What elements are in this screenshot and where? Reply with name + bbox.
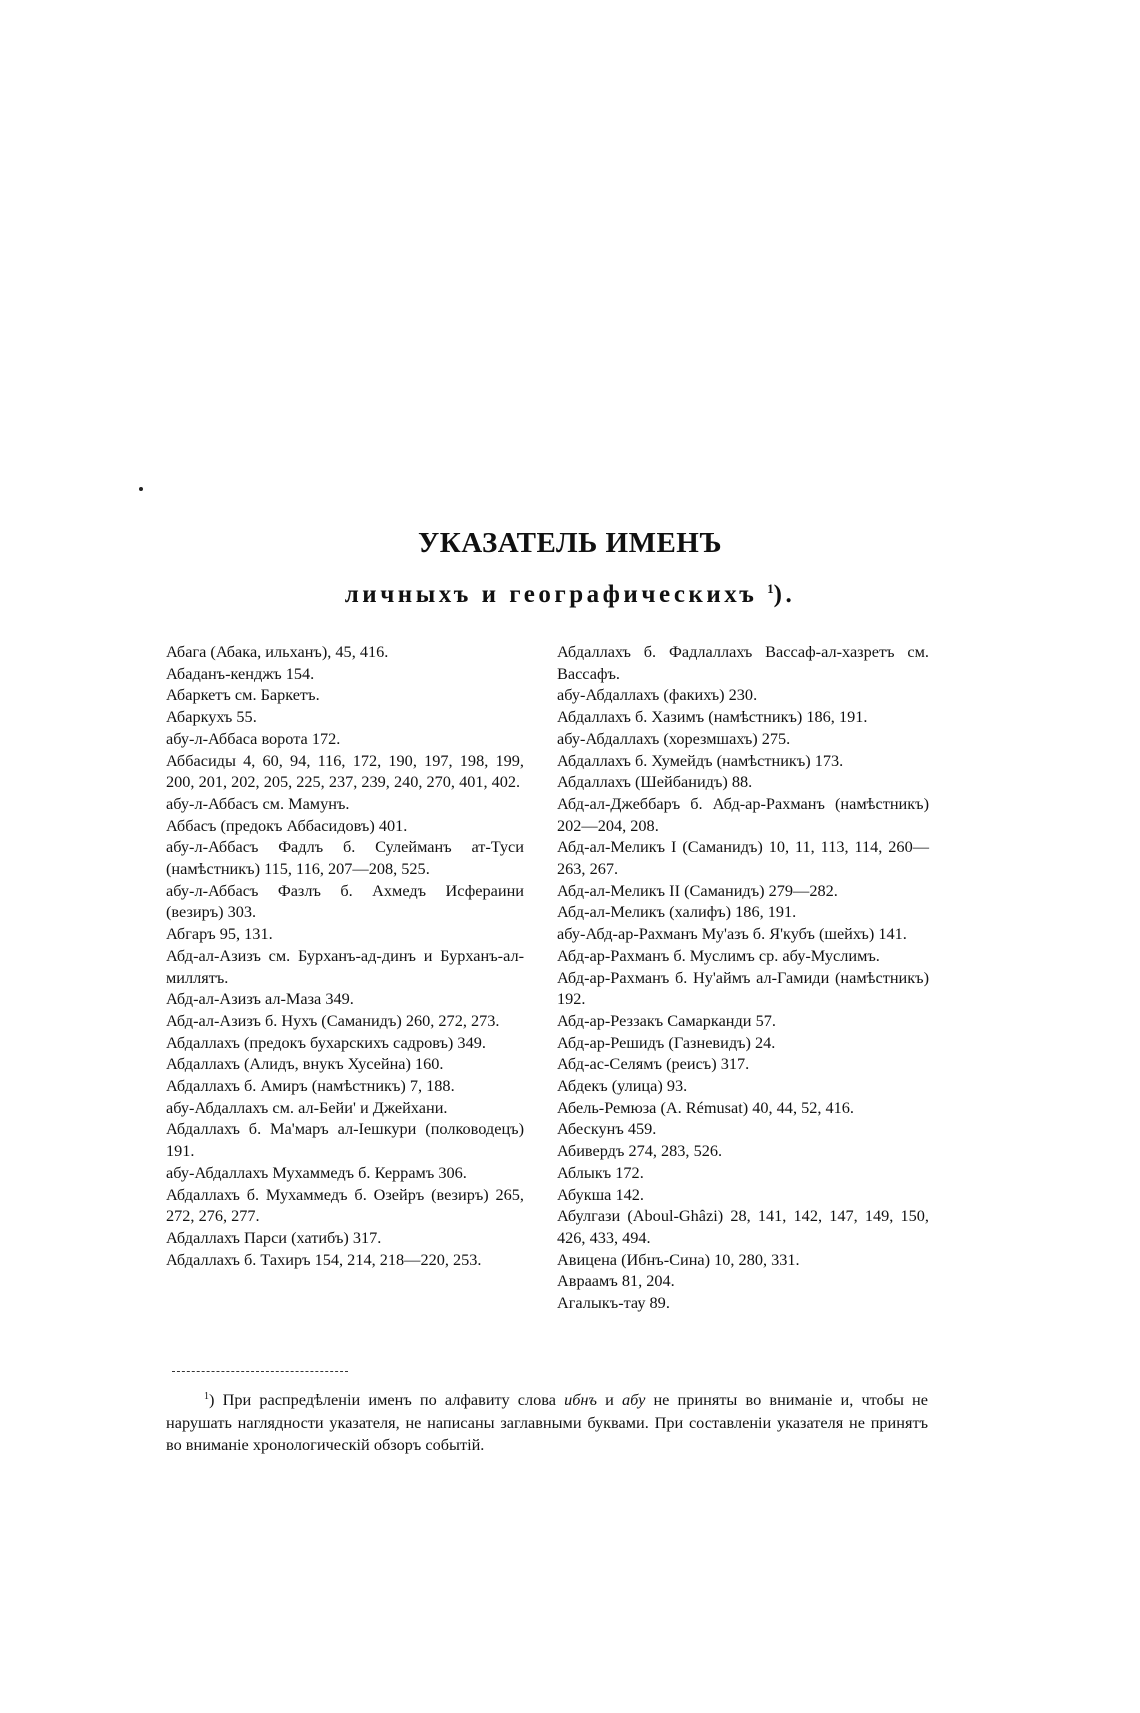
footnote-separator	[172, 1371, 348, 1372]
footnote-mark: 1	[204, 1391, 209, 1402]
index-entry: Абдаллахъ Парси (хатибъ) 317.	[166, 1227, 382, 1247]
index-entry: Абгаръ 95, 131.	[166, 924, 273, 944]
stray-ink-dot	[139, 487, 143, 491]
index-entry: Абаркетъ см. Баркетъ.	[166, 685, 320, 705]
index-entry: абу-Абдаллахъ (хорезмшахъ) 275.	[557, 728, 791, 748]
index-column-left	[166, 641, 524, 1270]
index-entry: Абивердъ 274, 283, 526.	[557, 1141, 723, 1161]
index-entry: Абаркухъ 55.	[166, 707, 257, 727]
index-entry: Абд-ар-Решидъ (Газневидъ) 24.	[557, 1032, 776, 1052]
footnote-text-1: ) При распредѣленіи именъ по алфавиту слова	[209, 1390, 565, 1409]
index-entry: Абель-Ремюза (A. Rémusat) 40, 44, 52, 416.	[557, 1097, 855, 1117]
index-entry: Абд-ар-Рахманъ б. Ну'аймъ ал-Гамиди (намѣстникъ) 192.	[557, 967, 929, 1009]
index-entry: абу-л-Аббасъ см. Мамунъ.	[166, 793, 350, 813]
subtitle-footnote-mark: 1	[767, 581, 774, 596]
index-entry: Абдаллахъ (Алидъ, внукъ Хусейна) 160.	[166, 1054, 444, 1074]
index-entry: абу-Абдаллахъ Мухаммедъ б. Керрамъ 306.	[166, 1162, 467, 1182]
index-entry: Абд-ас-Селямъ (реисъ) 317.	[557, 1054, 750, 1074]
index-entry: Абдаллахъ б. Ма'маръ ал-Іешкури (полководецъ) 191.	[166, 1119, 524, 1161]
index-entry: Абага (Абака, ильханъ), 45, 416.	[166, 642, 389, 661]
index-entry: Абдаллахъ б. Фадлаллахъ Вассаф-ал-хазретъ см. Вассафъ.	[557, 642, 929, 683]
footnote-text-3: не приняты во вниманіе и, чтобы не нарушать наглядности указателя, не написаны заглавными буквами. При составленіи указателя не принятъ во вниманіе хронологическій обзоръ событій.	[166, 1390, 928, 1455]
index-entry: Аббасиды 4, 60, 94, 116, 172, 190, 197, 198, 199, 200, 201, 202, 205, 225, 237, 239, 240, 270, 401, 402.	[166, 750, 524, 792]
index-entry: Агалыкъ-тау 89.	[557, 1293, 670, 1313]
index-entry: Абдаллахъ б. Тахиръ 154, 214, 218—220, 253.	[166, 1249, 482, 1269]
footnote	[166, 1386, 928, 1457]
index-entry: абу-л-Аббасъ Фазлъ б. Ахмедъ Исфераини (везиръ) 303.	[166, 880, 524, 922]
footnote-word-ibn: ибнъ	[564, 1390, 597, 1409]
index-entry: Абд-ал-Азизъ б. Нухъ (Саманидъ) 260, 272, 273.	[166, 1010, 500, 1030]
index-entry: Абдаллахъ б. Хазимъ (намѣстникъ) 186, 191.	[557, 707, 868, 727]
index-entry: абу-Абд-ар-Рахманъ Му'азъ б. Я'кубъ (шейхъ) 141.	[557, 924, 907, 944]
index-entry: Абдаллахъ б. Мухаммедъ б. Озейръ (везиръ) 265, 272, 276, 277.	[166, 1184, 524, 1226]
index-entry: абу-л-Аббасъ Фадлъ б. Сулейманъ ат-Туси (намѣстникъ) 115, 116, 207—208, 525.	[166, 837, 524, 879]
index-entry: Абаданъ-кенджъ 154.	[166, 663, 315, 683]
index-entry: Абд-ал-Меликъ II (Саманидъ) 279—282.	[557, 880, 838, 900]
subtitle-tail: ).	[773, 581, 796, 608]
page-title: УКАЗАТЕЛЬ ИМЕНЪ	[417, 527, 723, 559]
index-entry: Абд-ар-Рахманъ б. Муслимъ ср. абу-Муслимъ.	[557, 945, 880, 965]
page-subtitle	[0, 581, 1140, 609]
index-entry: абу-Абдаллахъ (факихъ) 230.	[557, 685, 758, 705]
index-entry: Абд-ар-Реззакъ Самарканди 57.	[557, 1010, 776, 1030]
index-entry: Абдаллахъ (предокъ бухарскихъ садровъ) 349.	[166, 1032, 486, 1052]
index-entry: Аблыкъ 172.	[557, 1162, 644, 1182]
index-entry: Аббасъ (предокъ Аббасидовъ) 401.	[166, 815, 408, 835]
index-entry: абу-Абдаллахъ см. ал-Бейи' и Джейхани.	[166, 1097, 448, 1117]
index-entry: Абдекъ (улица) 93.	[557, 1076, 688, 1096]
subtitle-text: личныхъ и географическихъ	[344, 581, 758, 608]
index-entry: Абд-ал-Джеббаръ б. Абд-ар-Рахманъ (намѣстникъ) 202—204, 208.	[557, 793, 929, 835]
index-entry: Абулгази (Aboul-Ghâzi) 28, 141, 142, 147, 149, 150, 426, 433, 494.	[557, 1206, 929, 1247]
index-entry: абу-л-Аббаса ворота 172.	[166, 728, 341, 748]
index-entry: Абд-ал-Азизъ см. Бурханъ-ад-динъ и Бурханъ-ал-миллятъ.	[166, 945, 524, 987]
index-entry: Авраамъ 81, 204.	[557, 1271, 675, 1291]
index-column-right	[557, 641, 929, 1314]
index-entry: Абескунъ 459.	[557, 1119, 657, 1139]
footnote-word-abu: абу	[621, 1390, 646, 1409]
index-entry: Абдаллахъ б. Хумейдъ (намѣстникъ) 173.	[557, 750, 844, 770]
index-entry: Абдаллахъ (Шейбанидъ) 88.	[557, 772, 753, 792]
index-entry: Абдаллахъ б. Амиръ (намѣстникъ) 7, 188.	[166, 1076, 455, 1096]
index-entry: Абд-ал-Меликъ I (Саманидъ) 10, 11, 113, 114, 260—263, 267.	[557, 837, 929, 879]
index-entry: Авицена (Ибнъ-Сина) 10, 280, 331.	[557, 1249, 800, 1269]
index-entry: Абд-ал-Меликъ (халифъ) 186, 191.	[557, 902, 797, 922]
index-entry: Абукша 142.	[557, 1184, 644, 1204]
footnote-text-2: и	[596, 1390, 622, 1409]
index-entry: Абд-ал-Азизъ ал-Маза 349.	[166, 989, 354, 1009]
